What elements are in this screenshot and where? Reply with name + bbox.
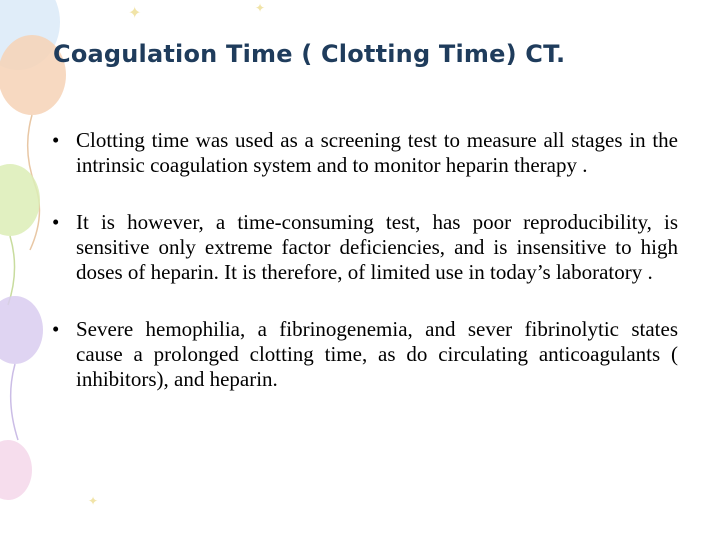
slide-title: Coagulation Time ( Clotting Time) CT. [53, 40, 566, 68]
svg-text:✦: ✦ [88, 494, 99, 508]
svg-text:✦: ✦ [255, 1, 266, 15]
bullet-item [48, 317, 678, 392]
bullet-item [48, 210, 678, 285]
bullet-item [48, 128, 678, 178]
svg-text:✦: ✦ [128, 3, 142, 22]
bullet-text: It is however, a time-consuming test, has poor reproducibility, is sensitive only extreme factor deficiencies, and is insensitive to high doses of heparin. It is therefore, of limited use in today’s laboratory . [76, 210, 678, 284]
bullet-marker: • [52, 210, 60, 234]
bullet-text: Clotting time was used as a screening test to measure all stages in the intrinsic coagulation system and to monitor heparin therapy . [76, 128, 678, 177]
bullet-text: Severe hemophilia, a fibrinogenemia, and sever fibrinolytic states cause a prolonged clotting time, as do circulating anticoagulants ( inhibitors), and heparin. [76, 317, 678, 391]
bullet-marker: • [52, 317, 60, 341]
bullet-marker: • [52, 128, 60, 152]
bullet-list [48, 128, 678, 424]
